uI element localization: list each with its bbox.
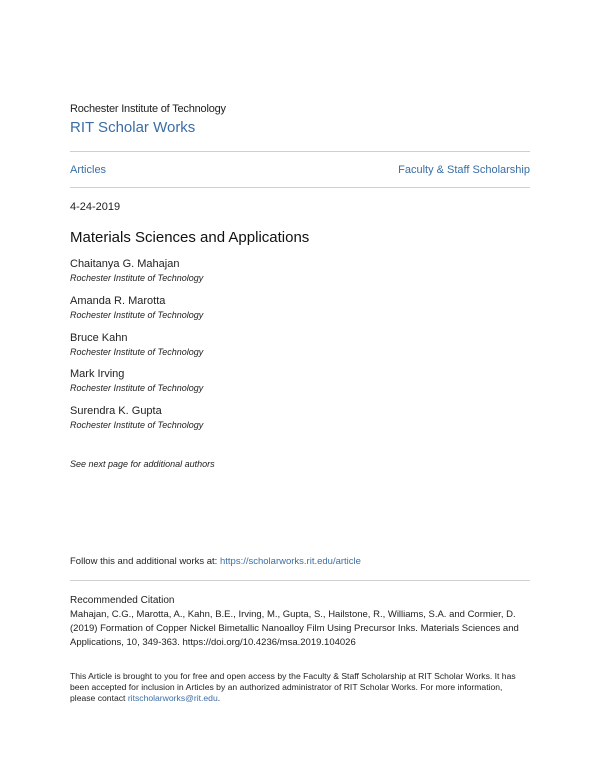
author-name: Mark Irving bbox=[70, 368, 125, 380]
citation-text: Mahajan, C.G., Marotta, A., Kahn, B.E., Irving, M., Gupta, S., Hailstone, R., Williams, S.A. and Cormier, D. (2019) Formation of Copper Nickel Bimetallic Nanoalloy Film Using Precursor Inks. Materials Sciences and Applications, 10, 349-363. https://doi.org/10.4236/msa.2019.104026 bbox=[70, 609, 519, 648]
author-name: Amanda R. Marotta bbox=[70, 295, 166, 307]
author-affiliation: Rochester Institute of Technology bbox=[70, 420, 204, 430]
author-item bbox=[70, 404, 203, 431]
author-affiliation: Rochester Institute of Technology bbox=[70, 347, 204, 357]
access-notice bbox=[70, 671, 530, 704]
publication-date: 4-24-2019 bbox=[70, 201, 121, 213]
institution-name: Rochester Institute of Technology bbox=[70, 103, 226, 115]
author-name: Chaitanya G. Mahajan bbox=[70, 258, 180, 270]
articles-link[interactable]: Articles bbox=[70, 164, 107, 176]
repository-link[interactable]: RIT Scholar Works bbox=[70, 119, 196, 136]
access-notice-text: This Article is brought to you for free and open access by the Faculty & Staff Scholarship at RIT Scholar Works. It has been accepted for inclusion in Articles by an authorized administrator of RIT Scholar Works. For more information, please contact bbox=[70, 671, 516, 703]
contact-email-link[interactable]: ritscholarworks@rit.edu bbox=[127, 693, 218, 703]
author-item bbox=[70, 331, 203, 358]
additional-authors-note: See next page for additional authors bbox=[70, 459, 215, 469]
page-title: Materials Sciences and Applications bbox=[70, 229, 310, 246]
divider-citation bbox=[70, 580, 530, 581]
follow-line bbox=[70, 556, 361, 567]
divider-nav bbox=[70, 187, 530, 188]
author-affiliation: Rochester Institute of Technology bbox=[70, 273, 204, 283]
author-item bbox=[70, 257, 203, 284]
author-name: Surendra K. Gupta bbox=[70, 405, 162, 417]
divider-top bbox=[70, 151, 530, 152]
recommended-citation-heading: Recommended Citation bbox=[70, 595, 175, 606]
author-affiliation: Rochester Institute of Technology bbox=[70, 310, 204, 320]
author-item bbox=[70, 294, 203, 321]
collection-link[interactable]: https://scholarworks.rit.edu/article bbox=[219, 556, 361, 567]
author-name: Bruce Kahn bbox=[70, 332, 128, 344]
access-notice-end: . bbox=[217, 693, 221, 703]
author-item bbox=[70, 367, 203, 394]
follow-text: Follow this and additional works at: bbox=[70, 556, 220, 567]
faculty-staff-scholarship-link[interactable]: Faculty & Staff Scholarship bbox=[398, 164, 530, 176]
author-affiliation: Rochester Institute of Technology bbox=[70, 383, 204, 393]
